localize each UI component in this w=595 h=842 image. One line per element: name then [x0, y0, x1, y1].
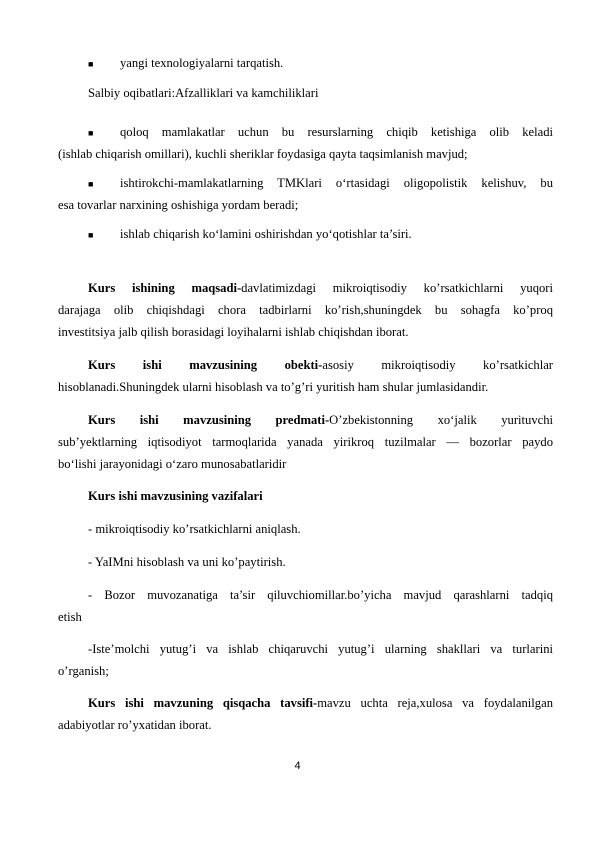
- obekt-text: asosiy mikroiqtisodiy ko’rsatkichlar: [322, 358, 553, 372]
- predmet-label: Kurs ishi mavzusining predmati-: [88, 413, 330, 427]
- paragraph-maqsad-line1: [88, 281, 553, 295]
- predmet-text: O’zbekistonning xo‘jalik yurituvchi: [329, 413, 553, 427]
- bullet-text-4: ishlab chiqarish ko‘lamini oshirishdan yo‘qotishlar ta’siri.: [120, 227, 412, 241]
- tavsif-label: Kurs ishi mavzuning qisqacha tavsifi-: [88, 696, 318, 710]
- vazifa-item-4-line2: o’rganish;: [58, 664, 109, 678]
- paragraph-maqsad-line2: darajaga olib chiqishdagi chora tadbirlarni ko’rish,shuningdek bu sohagfa ko’proq: [58, 303, 553, 317]
- tavsif-text: mavzu uchta reja,xulosa va foydalanilgan: [317, 696, 553, 710]
- paragraph-tavsif-line1: [88, 696, 553, 710]
- bullet-text-3-line1: ishtirokchi-mamlakatlarning TMKlari o‘rtasidagi oligopolistik kelishuv, bu: [120, 176, 553, 190]
- paragraph-obekt-line2: hisoblanadi.Shuningdek ularni hisoblash va to’g’ri yuritish ham shular jumlasidandir.: [58, 380, 489, 394]
- bullet-icon: ■: [88, 128, 94, 138]
- bullet-icon: ■: [88, 179, 94, 189]
- bullet-text-1: yangi texnologiyalarni tarqatish.: [120, 56, 284, 70]
- vazifa-item-2: - YaIMni hisoblash va uni ko’paytirish.: [88, 555, 286, 569]
- bullet-text-2-line1: qoloq mamlakatlar uchun bu resurslarning chiqib ketishiga olib keladi: [120, 125, 553, 139]
- vazifalar-heading: Kurs ishi mavzusining vazifalari: [88, 489, 263, 503]
- vazifa-item-4-line1: -Iste’molchi yutug’i va ishlab chiqaruvchi yutug’i ularning shakllari va turlarini: [88, 642, 553, 656]
- paragraph-obekt-line1: [88, 358, 553, 372]
- maqsad-text: davlatimizdagi mikroiqtisodiy ko’rsatkichlarni yuqori: [241, 281, 554, 295]
- paragraph-maqsad-line3: investitsiya jalb qilish borasidagi loyihalarni ishlab chiqishdan iborat.: [58, 325, 409, 339]
- bullet-text-2-line2: (ishlab chiqarish omillari), kuchli sheriklar foydasiga qayta taqsimlanish mavjud;: [58, 147, 468, 161]
- paragraph-tavsif-line2: adabiyotlar ro’yxatidan iborat.: [58, 718, 212, 732]
- page-number: 4: [294, 760, 301, 772]
- vazifa-item-1: - mikroiqtisodiy ko’rsatkichlarni aniqlash.: [88, 522, 301, 536]
- vazifa-item-3-line1: - Bozor muvozanatiga ta’sir qiluvchiomillar.bo’yicha mavjud qarashlarni tadqiq: [88, 588, 553, 602]
- vazifa-item-3-line2: etish: [58, 610, 82, 624]
- maqsad-label: Kurs ishining maqsadi-: [88, 281, 242, 295]
- bullet-icon: ■: [88, 230, 94, 240]
- section-heading-salbiy: Salbiy oqibatlari:Afzalliklari va kamchiliklari: [88, 86, 319, 100]
- paragraph-predmet-line1: [88, 413, 553, 427]
- obekt-label: Kurs ishi mavzusining obekti-: [88, 358, 323, 372]
- bullet-text-3-line2: esa tovarlar narxining oshishiga yordam beradi;: [58, 198, 299, 212]
- paragraph-predmet-line2: sub’yektlarning iqtisodiyot tarmoqlarida yanada yirikroq tuzilmalar — bozorlar paydo: [58, 435, 553, 449]
- bullet-icon: ■: [88, 59, 94, 69]
- paragraph-predmet-line3: bo‘lishi jarayonidagi o‘zaro munosabatlaridir: [58, 457, 287, 471]
